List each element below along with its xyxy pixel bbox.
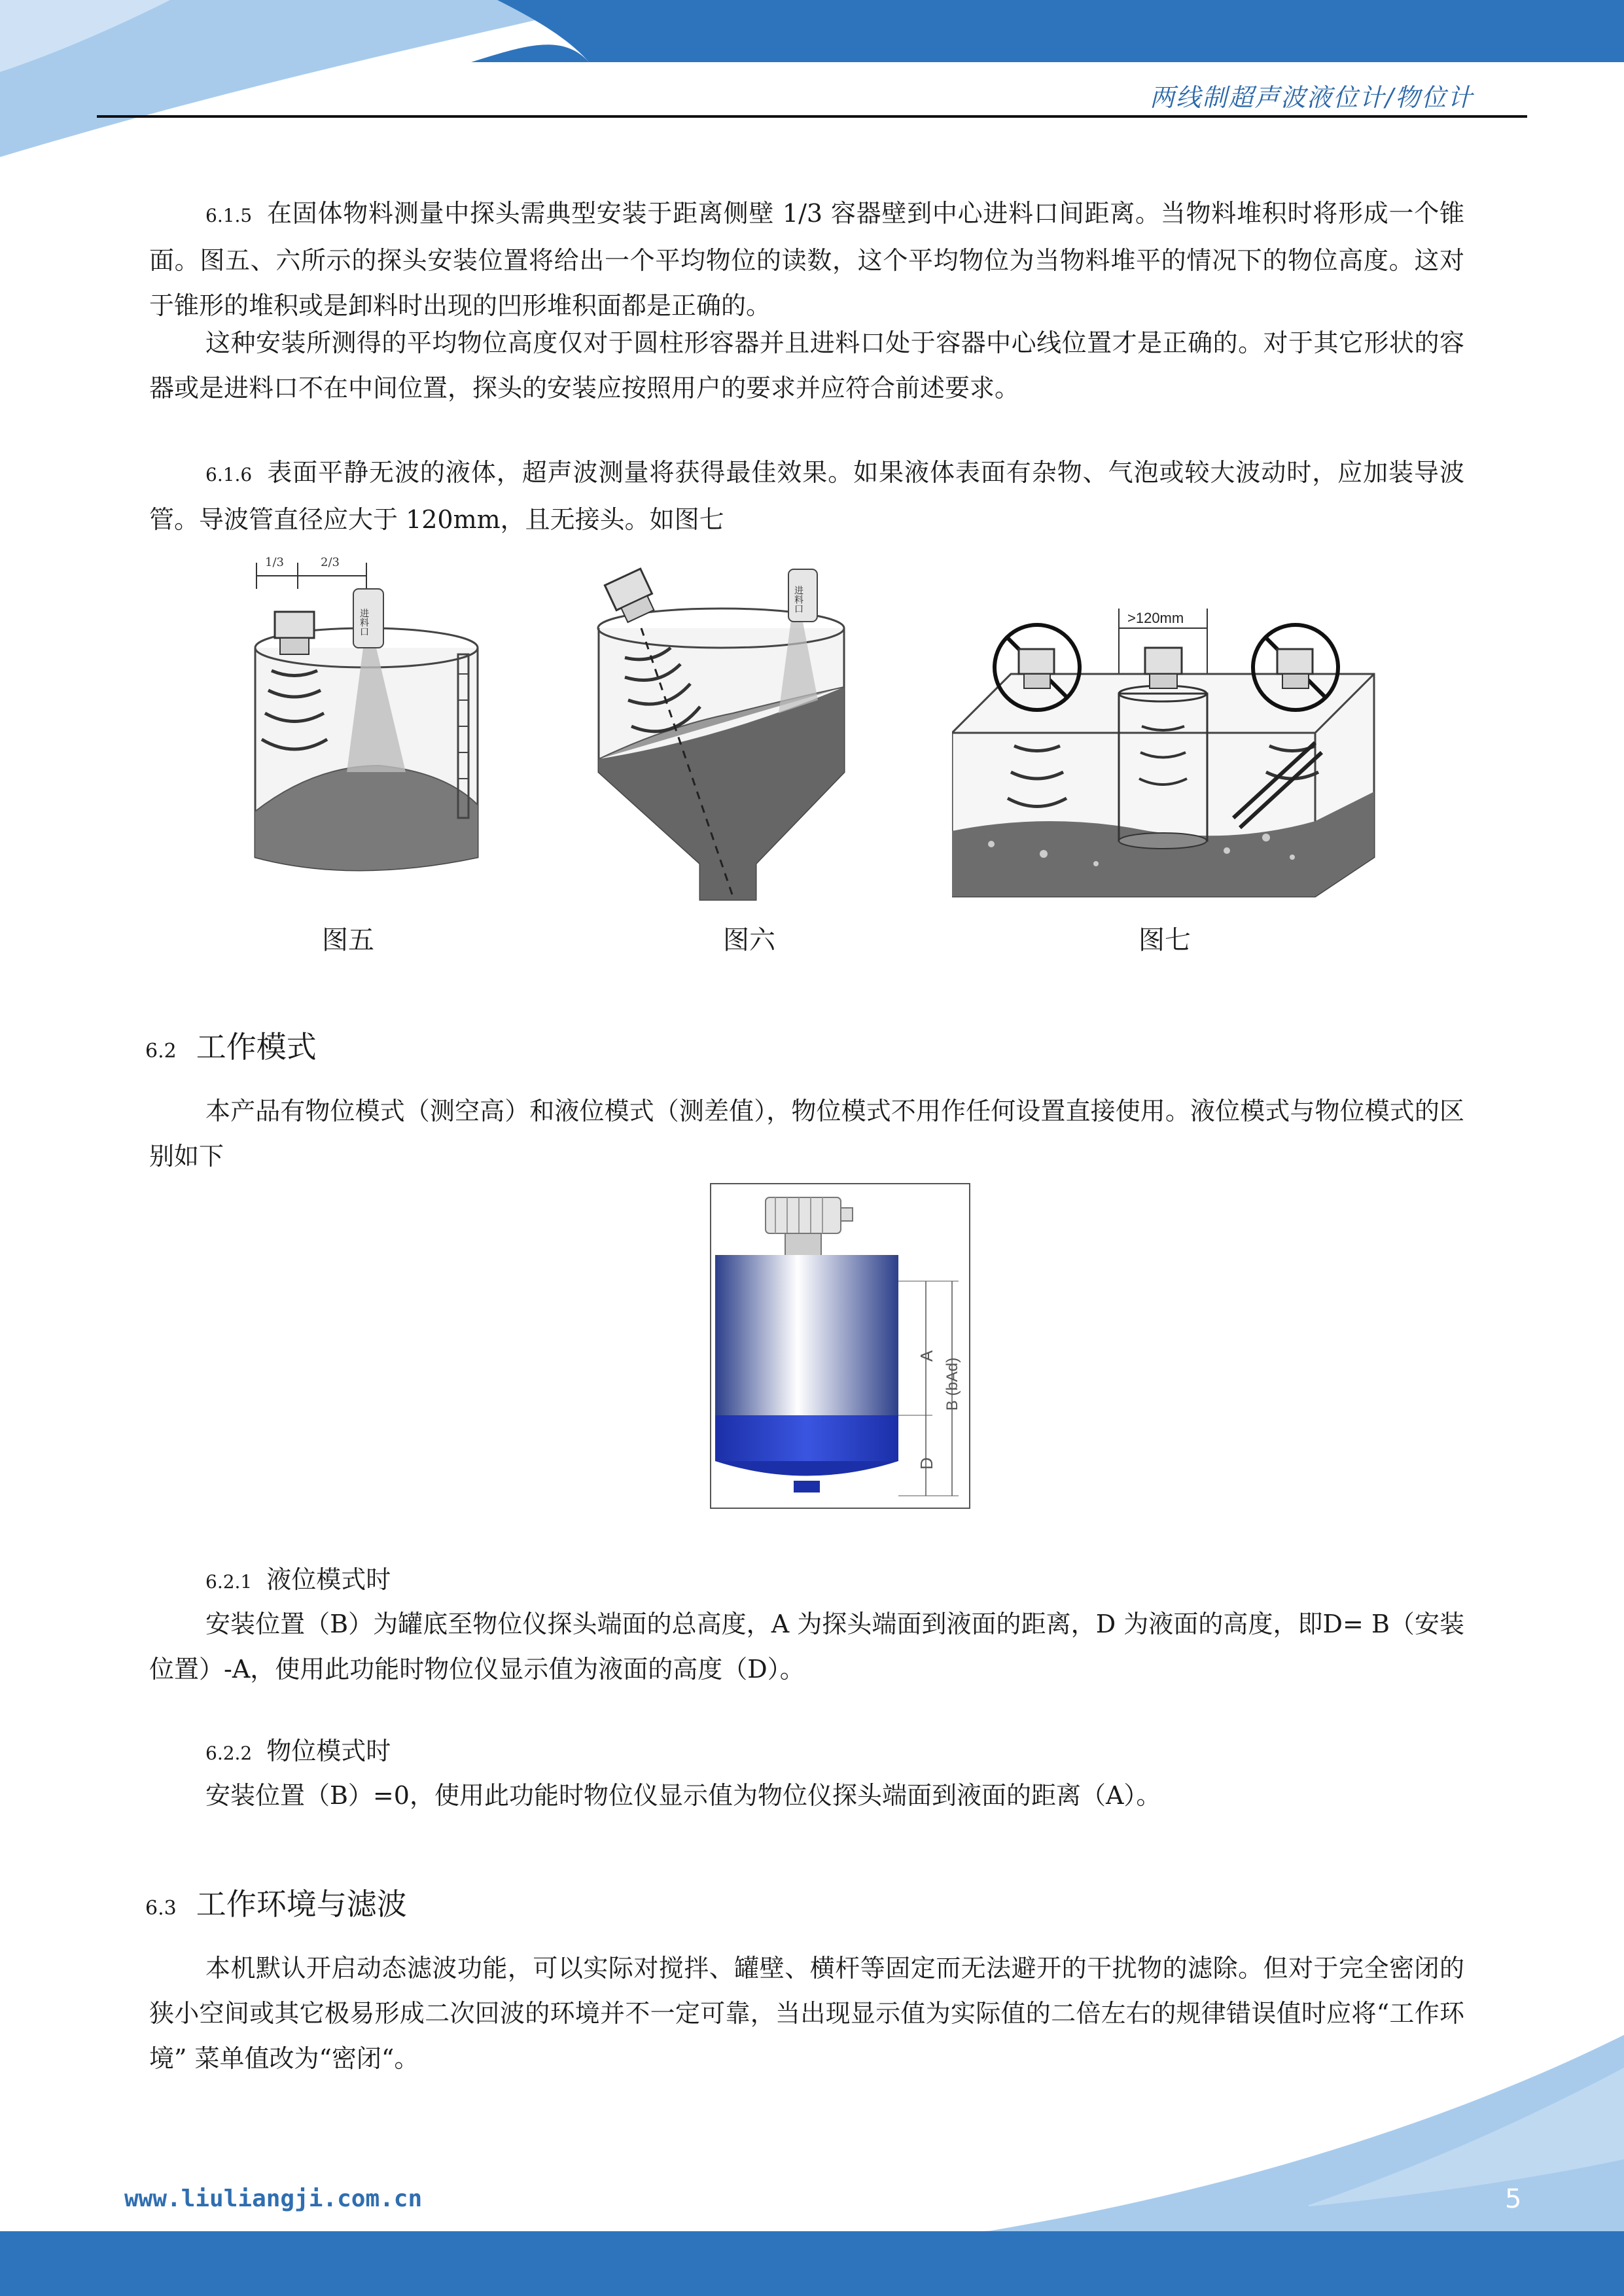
figure-7-illustration bbox=[952, 595, 1377, 903]
section-number: 6.2 bbox=[145, 1040, 177, 1063]
section-number: 6.2.1 bbox=[205, 1571, 253, 1593]
paragraph-6-2-1: 安装位置（B）为罐底至物位仪探头端面的总高度，A 为探头端面到液面的距离，D 为液面的高度，即D= B（安装位置）-A，使用此功能时物位仪显示值为液面的高度（D）。 bbox=[149, 1610, 1464, 1684]
fig6-inlet-label: 进料口 bbox=[793, 586, 803, 613]
page-number: 5 bbox=[1505, 2184, 1522, 2214]
subheading-6-2-2 bbox=[205, 1731, 391, 1773]
header-rule bbox=[97, 115, 1527, 118]
section-number: 6.3 bbox=[145, 1897, 177, 1920]
mode-label-a: A bbox=[917, 1350, 936, 1362]
paragraph-6-2-2: 安装位置（B）=0，使用此功能时物位仪显示值为物位仪探头端面到液面的距离（A）。 bbox=[205, 1781, 1161, 1810]
footer-decoration bbox=[0, 1996, 1624, 2296]
section-number: 6.2.2 bbox=[205, 1742, 253, 1764]
mode-label-b: B (bAd) bbox=[944, 1357, 961, 1411]
section-number: 6.1.6 bbox=[205, 464, 253, 486]
section-title: 工作模式 bbox=[196, 1029, 317, 1065]
figure-7-caption: 图七 bbox=[1139, 925, 1191, 955]
figure-6-illustration bbox=[589, 556, 851, 903]
subheading-title: 液位模式时 bbox=[266, 1565, 391, 1594]
figure-5-illustration bbox=[249, 550, 497, 896]
fig5-label-left: 1/3 bbox=[265, 556, 284, 569]
paragraph-6-1-6 bbox=[149, 450, 1464, 542]
fig5-label-right: 2/3 bbox=[321, 556, 340, 569]
header-title: 两线制超声波液位计/物位计 bbox=[1150, 83, 1474, 112]
fig7-dimension-label: >120mm bbox=[1127, 610, 1184, 626]
paragraph-text: 表面平静无波的液体，超声波测量将获得最佳效果。如果液体表面有杂物、气泡或较大波动时，应加装导波管。导波管直径应大于 120mm，且无接头。如图七 bbox=[149, 458, 1464, 534]
paragraph-text: 在固体物料测量中探头需典型安装于距离侧壁 1/3 容器壁到中心进料口间距离。当物料堆积时将形成一个锥面。图五、六所示的探头安装位置将给出一个平均物位的读数，这个平均物位为当物料堆平的情况下的物位高度。这对于锥形的堆积或是卸料时出现的凹形堆积面都是正确的。 bbox=[149, 199, 1464, 320]
paragraph-6-1-5-continued: 这种安装所测得的平均物位高度仅对于圆柱形容器并且进料口处于容器中心线位置才是正确的。对于其它形状的容器或是进料口不在中间位置，探头的安装应按照用户的要求并应符合前述要求。 bbox=[149, 328, 1464, 402]
mode-diagram bbox=[710, 1183, 972, 1510]
section-heading-6-3 bbox=[145, 1884, 407, 1928]
section-number: 6.1.5 bbox=[205, 205, 253, 226]
footer-website-link[interactable]: www.liuliangji.com.cn bbox=[124, 2185, 423, 2212]
fig5-inlet-label: 进料口 bbox=[359, 609, 369, 636]
paragraph-6-2: 本产品有物位模式（测空高）和液位模式（测差值），物位模式不用作任何设置直接使用。液位模式与物位模式的区别如下 bbox=[149, 1097, 1464, 1171]
paragraph-6-1-5 bbox=[149, 191, 1464, 328]
section-heading-6-2 bbox=[145, 1027, 317, 1071]
subheading-6-2-1 bbox=[205, 1560, 391, 1602]
figure-5-caption: 图五 bbox=[322, 925, 374, 955]
mode-label-d: D bbox=[917, 1457, 936, 1470]
paragraph-6-3: 本机默认开启动态滤波功能，可以实际对搅拌、罐壁、横杆等固定而无法避开的干扰物的滤除。但对于完全密闭的狭小空间或其它极易形成二次回波的环境并不一定可靠，当出现显示值为实际值的二倍左右的规律错误值时应将“工作环境” 菜单值改为“密闭“。 bbox=[149, 1954, 1464, 2073]
subheading-title: 物位模式时 bbox=[266, 1737, 391, 1765]
figure-6-caption: 图六 bbox=[723, 925, 775, 955]
section-title: 工作环境与滤波 bbox=[196, 1886, 407, 1922]
